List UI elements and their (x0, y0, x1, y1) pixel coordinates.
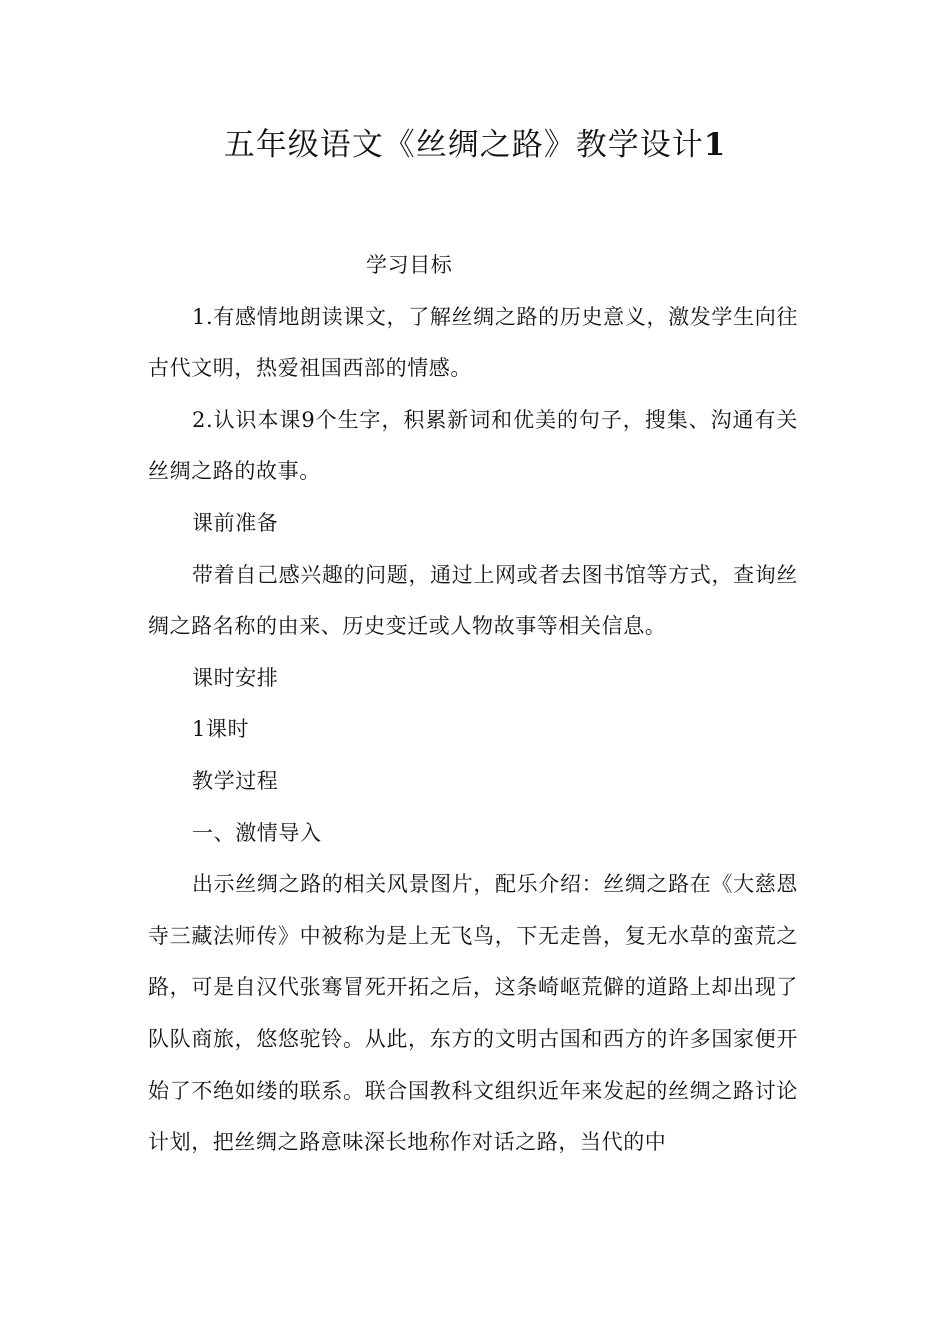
title-text: 五年级语文《丝绸之路》教学设计 (223, 127, 704, 163)
paragraph-goal-1: 1.有感情地朗读课文，了解丝绸之路的历史意义，激发学生向往古代文明，热爱祖国西部的情感。 (148, 304, 798, 381)
paragraph-intro: 出示丝绸之路的相关风景图片，配乐介绍：丝绸之路在《大慈恩寺三藏法师传》中被称为是上无飞鸟，下无走兽，复无水草的蛮荒之路，可是自汉代张骞冒死开拓之后，这条崎岖荒僻的道路上却出现了队队商旅，悠悠驼铃。从此，东方的文明古国和西方的许多国家便开始了不绝如缕的联系。联合国教科文组织近年来发起的丝绸之路讨论计划，把丝绸之路意味深长地称作对话之路，当代的中 (148, 872, 798, 1155)
section-heading-schedule: 课时安排 (192, 665, 279, 690)
section-heading-goals: 学习目标 (366, 253, 453, 277)
section-heading-process: 教学过程 (192, 768, 279, 793)
step-heading-intro: 一、激情导入 (192, 820, 322, 845)
section-heading-preparation: 课前准备 (192, 510, 279, 535)
title-number: 1 (703, 127, 727, 163)
document-title (0, 122, 950, 168)
paragraph-goal-2: 2.认识本课9个生字，积累新词和优美的句子，搜集、沟通有关丝绸之路的故事。 (148, 407, 798, 484)
document-body (148, 240, 798, 1169)
paragraph-preparation: 带着自己感兴趣的问题，通过上网或者去图书馆等方式，查询丝绸之路名称的由来、历史变迁或人物故事等相关信息。 (148, 562, 798, 639)
paragraph-schedule: 1课时 (192, 717, 250, 742)
